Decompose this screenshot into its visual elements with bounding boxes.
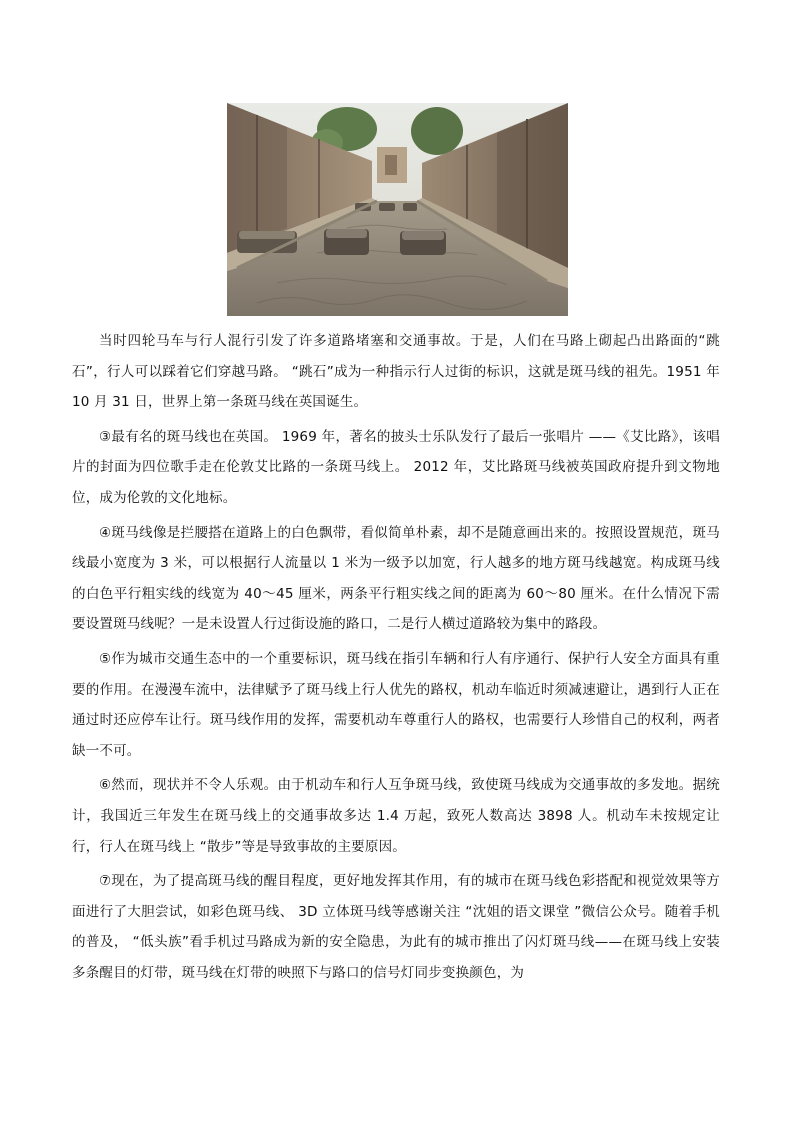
paragraph: ⑦现在，为了提高斑马线的醒目程度，更好地发挥其作用，有的城市在斑马线色彩搭配和视觉效果等方面进行了大胆尝试，如彩色斑马线、 3D 立体斑马线等感谢关注 “沈姐的语文课堂 ”微信公众号。随着手机的普及， “低头族”看手机过马路成为新的安全隐患，为此有的城市推出了闪灯斑马线——在斑马线上安装多条醒目的灯带，斑马线在灯带的映照下与路口的信号灯同步变换颜色，为 (72, 873, 720, 981)
street-photo (227, 103, 568, 316)
paragraph: ⑥然而，现状并不令人乐观。由于机动车和行人互争斑马线，致使斑马线成为交通事故的多发地。据统计，我国近三年发生在斑马线上的交通事故多达 1.4 万起，致死人数高达 3898 人。机动车未按规定让行，行人在斑马线上 “散步”等是导致事故的主要原因。 (72, 777, 720, 855)
paragraph: ④斑马线像是拦腰搭在道路上的白色飘带，看似简单朴素，却不是随意画出来的。按照设置规范，斑马线最小宽度为 3 米，可以根据行人流量以 1 米为一级予以加宽，行人越多的地方斑马线越宽。构成斑马线的白色平行粗实线的线宽为 40～45 厘米，两条平行粗实线之间的距离为 60～80 厘米。在什么情况下需要设置斑马线呢？一是未设置人行过街设施的路口，二是行人横过道路较为集中的路段。 (72, 524, 720, 633)
article-body (72, 326, 720, 992)
paragraph: 当时四轮马车与行人混行引发了许多道路堵塞和交通事故。于是，人们在马路上砌起凸出路面的“跳石”，行人可以踩着它们穿越马路。 “跳石”成为一种指示行人过街的标识，这就是斑马线的祖先。1951 年 10 月 31 日，世界上第一条斑马线在英国诞生。 (72, 333, 720, 411)
paragraph: ③最有名的斑马线也在英国。 1969 年，著名的披头士乐队发行了最后一张唱片 ——《艾比路》，该唱片的封面为四位歌手走在伦敦艾比路的一条斑马线上。 2012 年，艾比路斑马线被英国政府提升到文物地位，成为伦敦的文化地标。 (72, 428, 720, 506)
paragraph: ⑤作为城市交通生态中的一个重要标识，斑马线在指引车辆和行人有序通行、保护行人安全方面具有重要的作用。在漫漫车流中，法律赋予了斑马线上行人优先的路权，机动车临近时须减速避让，遇到行人正在通过时还应停车让行。斑马线作用的发挥，需要机动车尊重行人的路权，也需要行人珍惜自己的权利，两者缺一不可。 (72, 650, 720, 759)
pompeii-street-image (227, 103, 568, 316)
